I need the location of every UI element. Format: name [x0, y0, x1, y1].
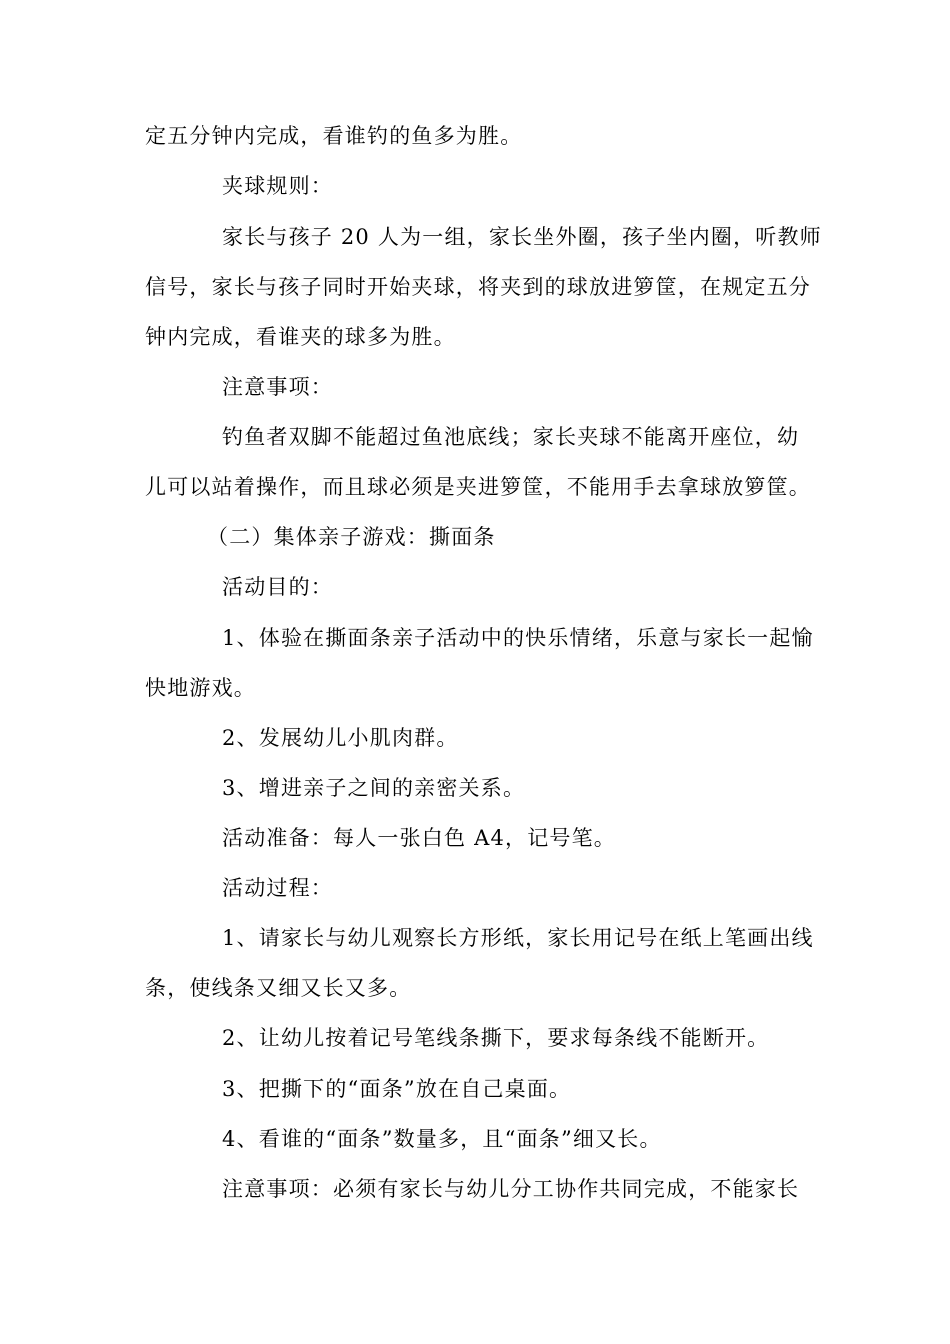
text-line: 2、发展幼儿小肌肉群。	[222, 726, 459, 750]
text-line: 活动目的：	[222, 575, 333, 599]
text-line: 信号，家长与孩子同时开始夹球，将夹到的球放进箩筐，在规定五分	[145, 275, 811, 299]
text-line: 儿可以站着操作，而且球必须是夹进箩筐，不能用手去拿球放箩筐。	[145, 475, 811, 499]
text-line: 快地游戏。	[145, 676, 256, 700]
text-line: 4、看谁的“面条”数量多，且“面条”细又长。	[222, 1127, 662, 1151]
text-line: 钟内完成，看谁夹的球多为胜。	[145, 325, 456, 349]
section-heading: （二）集体亲子游戏：撕面条	[207, 525, 496, 549]
text-line: 2、让幼儿按着记号笔线条撕下，要求每条线不能断开。	[222, 1026, 770, 1050]
text-line: 注意事项：必须有家长与幼儿分工协作共同完成，不能家长	[222, 1177, 800, 1201]
text-line: 1、体验在撕面条亲子活动中的快乐情绪，乐意与家长一起愉	[222, 626, 814, 650]
text-line: 3、把撕下的“面条”放在自己桌面。	[222, 1077, 572, 1101]
text-line: 3、增进亲子之间的亲密关系。	[222, 776, 526, 800]
text-line: 夹球规则：	[222, 174, 333, 198]
text-line: 注意事项：	[222, 375, 333, 399]
text-line: 条，使线条又细又长又多。	[145, 976, 412, 1000]
text-line: 1、请家长与幼儿观察长方形纸，家长用记号在纸上笔画出线	[222, 926, 814, 950]
text-line: 定五分钟内完成，看谁钓的鱼多为胜。	[145, 124, 523, 148]
text-line: 钓鱼者双脚不能超过鱼池底线；家长夹球不能离开座位，幼	[222, 425, 800, 449]
text-line: 活动过程：	[222, 876, 333, 900]
text-line: 家长与孩子 20 人为一组，家长坐外圈，孩子坐内圈，听教师	[222, 225, 822, 249]
text-line: 活动准备：每人一张白色 A4，记号笔。	[222, 826, 617, 850]
